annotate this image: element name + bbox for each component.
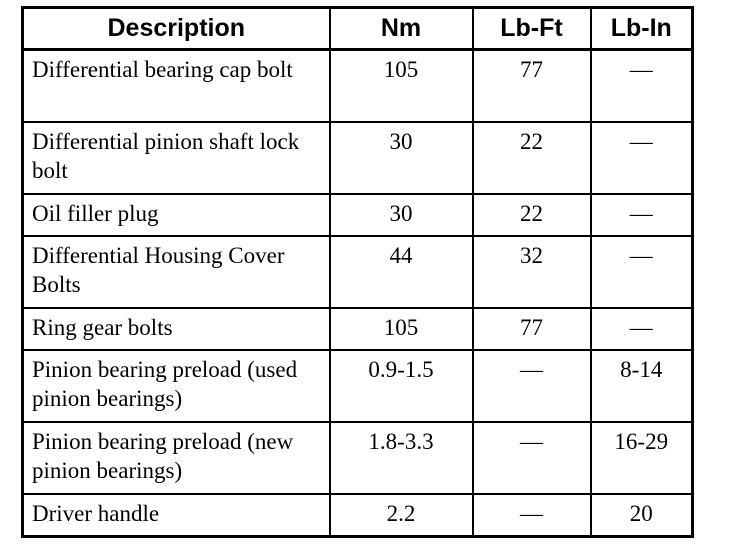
cell-description: Differential pinion shaft lock bolt (23, 122, 330, 194)
cell-lb-in: — (591, 194, 693, 236)
cell-lb-ft: — (473, 422, 591, 494)
cell-lb-ft: — (473, 494, 591, 537)
cell-nm: 30 (330, 194, 473, 236)
cell-nm: 44 (330, 236, 473, 308)
cell-lb-in: — (591, 308, 693, 350)
header-lb-ft: Lb-Ft (473, 8, 591, 50)
cell-nm: 30 (330, 122, 473, 194)
table-row (23, 194, 693, 236)
cell-lb-in: 8-14 (591, 350, 693, 422)
cell-description: Pinion bearing preload (used pinion bearings) (23, 350, 330, 422)
cell-nm: 105 (330, 50, 473, 123)
cell-lb-ft: 22 (473, 122, 591, 194)
header-lb-in: Lb-In (591, 8, 693, 50)
cell-nm: 2.2 (330, 494, 473, 537)
cell-lb-in: — (591, 50, 693, 123)
cell-description: Pinion bearing preload (new pinion bearings) (23, 422, 330, 494)
cell-lb-ft: 22 (473, 194, 591, 236)
cell-description: Ring gear bolts (23, 308, 330, 350)
torque-spec-table (21, 6, 694, 538)
table-row (23, 350, 693, 422)
cell-lb-ft: 77 (473, 50, 591, 123)
cell-lb-in: — (591, 236, 693, 308)
cell-lb-ft: 32 (473, 236, 591, 308)
cell-description: Differential Housing Cover Bolts (23, 236, 330, 308)
cell-nm: 1.8-3.3 (330, 422, 473, 494)
cell-lb-ft: 77 (473, 308, 591, 350)
header-description: Description (23, 8, 330, 50)
cell-lb-ft: — (473, 350, 591, 422)
cell-nm: 105 (330, 308, 473, 350)
cell-description: Oil filler plug (23, 194, 330, 236)
cell-description: Differential bearing cap bolt (23, 50, 330, 123)
cell-lb-in: 20 (591, 494, 693, 537)
table-row (23, 122, 693, 194)
header-nm: Nm (330, 8, 473, 50)
table-row (23, 50, 693, 123)
cell-nm: 0.9-1.5 (330, 350, 473, 422)
cell-description: Driver handle (23, 494, 330, 537)
cell-lb-in: 16-29 (591, 422, 693, 494)
table-row (23, 422, 693, 494)
table-row (23, 494, 693, 537)
table-row (23, 308, 693, 350)
table-row (23, 236, 693, 308)
cell-lb-in: — (591, 122, 693, 194)
header-row (23, 8, 693, 50)
